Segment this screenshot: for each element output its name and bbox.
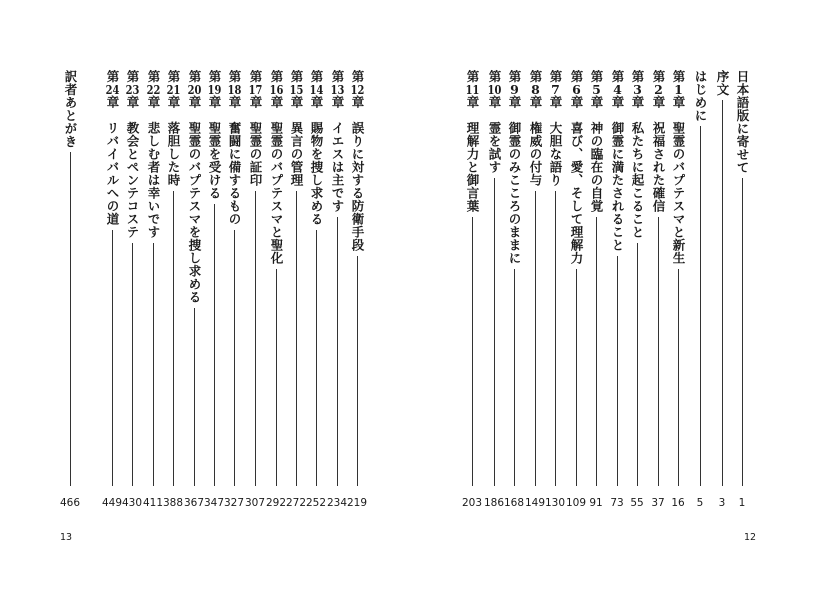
toc-entry (286, 70, 306, 510)
toc-entry-title: 第14章 賜物を捜し求める (309, 70, 324, 226)
toc-page-number: 466 (59, 497, 81, 509)
toc-entry-title: はじめに (693, 70, 708, 122)
leader-line (194, 308, 195, 487)
leader-line (535, 191, 536, 487)
toc-entry (60, 70, 80, 510)
toc-page-number: 186 (483, 497, 505, 509)
toc-entry-title: 第13章 イエスは主です (330, 70, 345, 213)
toc-page-number: 327 (223, 497, 245, 509)
toc-entry (627, 70, 647, 510)
toc-entry (607, 70, 627, 510)
toc-entry (306, 70, 326, 510)
leader-line (296, 191, 297, 487)
leader-line (514, 269, 515, 487)
leader-line (617, 256, 618, 487)
toc-page-number: 411 (142, 497, 164, 509)
toc-entry (102, 70, 122, 510)
toc-entry (586, 70, 606, 510)
toc-entry (525, 70, 545, 510)
leader-line (742, 178, 743, 486)
toc-page-number: 73 (610, 497, 624, 509)
toc-entry (712, 70, 732, 510)
toc-entry (545, 70, 565, 510)
toc-entry-title: 第19章 聖霊を受ける (207, 70, 222, 200)
toc-page-number: 449 (101, 497, 123, 509)
toc-page-number: 347 (203, 497, 225, 509)
toc-page-number: 272 (285, 497, 307, 509)
toc-page-number: 292 (265, 497, 287, 509)
right-page (408, 0, 817, 600)
left-page (0, 0, 408, 600)
toc-entry-title: 第2章 祝福された確信 (651, 70, 666, 213)
toc-page-number: 252 (305, 497, 327, 509)
toc-entry-title: 第22章 悲しむ者は幸いです (146, 70, 161, 239)
toc-entry (668, 70, 688, 510)
toc-entry (163, 70, 183, 510)
leader-line (637, 243, 638, 487)
toc-entry-title: 第12章 誤りに対する防衛手段 (350, 70, 365, 252)
toc-entry-title: 第10章 霊を試す (487, 70, 502, 174)
leader-line (700, 126, 701, 486)
page-number-left: 13 (60, 532, 73, 543)
toc-entry-title: 第24章 リバイバルへの道 (105, 70, 120, 226)
toc-entry-title: 第5章 神の臨在の自覚 (589, 70, 604, 213)
leader-line (112, 230, 113, 487)
toc-page-number: 203 (461, 497, 483, 509)
toc-entry-title: 第11章 理解力と御言葉 (465, 70, 480, 213)
page-number-right: 12 (744, 532, 757, 543)
toc-page-number: 109 (565, 497, 587, 509)
leader-line (357, 256, 358, 487)
leader-line (722, 100, 723, 486)
toc-entry-title: 日本語版に寄せて (735, 70, 750, 174)
toc-entry-title: 序文 (715, 70, 730, 96)
toc-entry-title: 第9章 御霊のみこころのままに (507, 70, 522, 265)
toc-entry (327, 70, 347, 510)
toc-entry-title: 第20章 聖霊のバプテスマを捜し求める (187, 70, 202, 304)
leader-line (316, 230, 317, 487)
toc-entry-title: 第15章 異言の管理 (289, 70, 304, 187)
toc-entry (204, 70, 224, 510)
toc-entry (648, 70, 668, 510)
toc-entry-title: 第17章 聖霊の証印 (248, 70, 263, 187)
toc-page-number: 55 (630, 497, 644, 509)
toc-page-number: 5 (696, 497, 704, 509)
toc-entry-title: 第18章 奮闘に備するもの (227, 70, 242, 226)
toc-page-number: 234 (326, 497, 348, 509)
toc-entry-title: 訳者あとがき (63, 70, 78, 148)
toc-entry-title: 第3章 私たちに起こること (630, 70, 645, 239)
toc-entry (690, 70, 710, 510)
toc-entry-title: 第7章 大胆な語り (548, 70, 563, 187)
toc-page-number: 388 (162, 497, 184, 509)
toc-entry (143, 70, 163, 510)
toc-page-number: 91 (589, 497, 603, 509)
toc-page-number: 168 (503, 497, 525, 509)
toc-page-number: 3 (718, 497, 726, 509)
toc-page-number: 1 (738, 497, 746, 509)
toc-page-number: 16 (671, 497, 685, 509)
leader-line (234, 230, 235, 487)
toc-entry-title: 第21章 落胆した時 (166, 70, 181, 187)
leader-line (658, 217, 659, 487)
leader-line (337, 217, 338, 487)
leader-line (494, 178, 495, 487)
leader-line (214, 204, 215, 487)
toc-entry (484, 70, 504, 510)
toc-page-number: 430 (121, 497, 143, 509)
toc-entry-title: 第4章 御霊に満たされること (610, 70, 625, 252)
leader-line (70, 152, 71, 486)
leader-line (132, 243, 133, 487)
leader-line (555, 191, 556, 487)
toc-page-number: 307 (244, 497, 266, 509)
toc-entry (245, 70, 265, 510)
toc-entry (732, 70, 752, 510)
toc-entry (347, 70, 367, 510)
toc-entry-title: 第6章 喜び、愛、そして理解力 (569, 70, 584, 265)
toc-entry (566, 70, 586, 510)
toc-page-number: 37 (651, 497, 665, 509)
toc-page-number: 219 (346, 497, 368, 509)
toc-entry-title: 第16章 聖霊のバプテスマと聖化 (269, 70, 284, 265)
toc-entry-title: 第8章 権威の付与 (528, 70, 543, 187)
leader-line (472, 217, 473, 487)
leader-line (576, 269, 577, 487)
toc-entry (122, 70, 142, 510)
toc-entry-title: 第1章 聖霊のバプテスマと新生 (671, 70, 686, 265)
toc-entry (504, 70, 524, 510)
toc-entry (184, 70, 204, 510)
toc-entry-title: 第23章 教会とペンテコステ (125, 70, 140, 239)
leader-line (173, 191, 174, 487)
toc-entry (266, 70, 286, 510)
toc-page-number: 149 (524, 497, 546, 509)
toc-page-number: 130 (544, 497, 566, 509)
toc-page-number: 367 (183, 497, 205, 509)
leader-line (596, 217, 597, 487)
leader-line (276, 269, 277, 487)
leader-line (255, 191, 256, 487)
toc-entry (224, 70, 244, 510)
leader-line (678, 269, 679, 487)
toc-entry (462, 70, 482, 510)
leader-line (153, 243, 154, 487)
